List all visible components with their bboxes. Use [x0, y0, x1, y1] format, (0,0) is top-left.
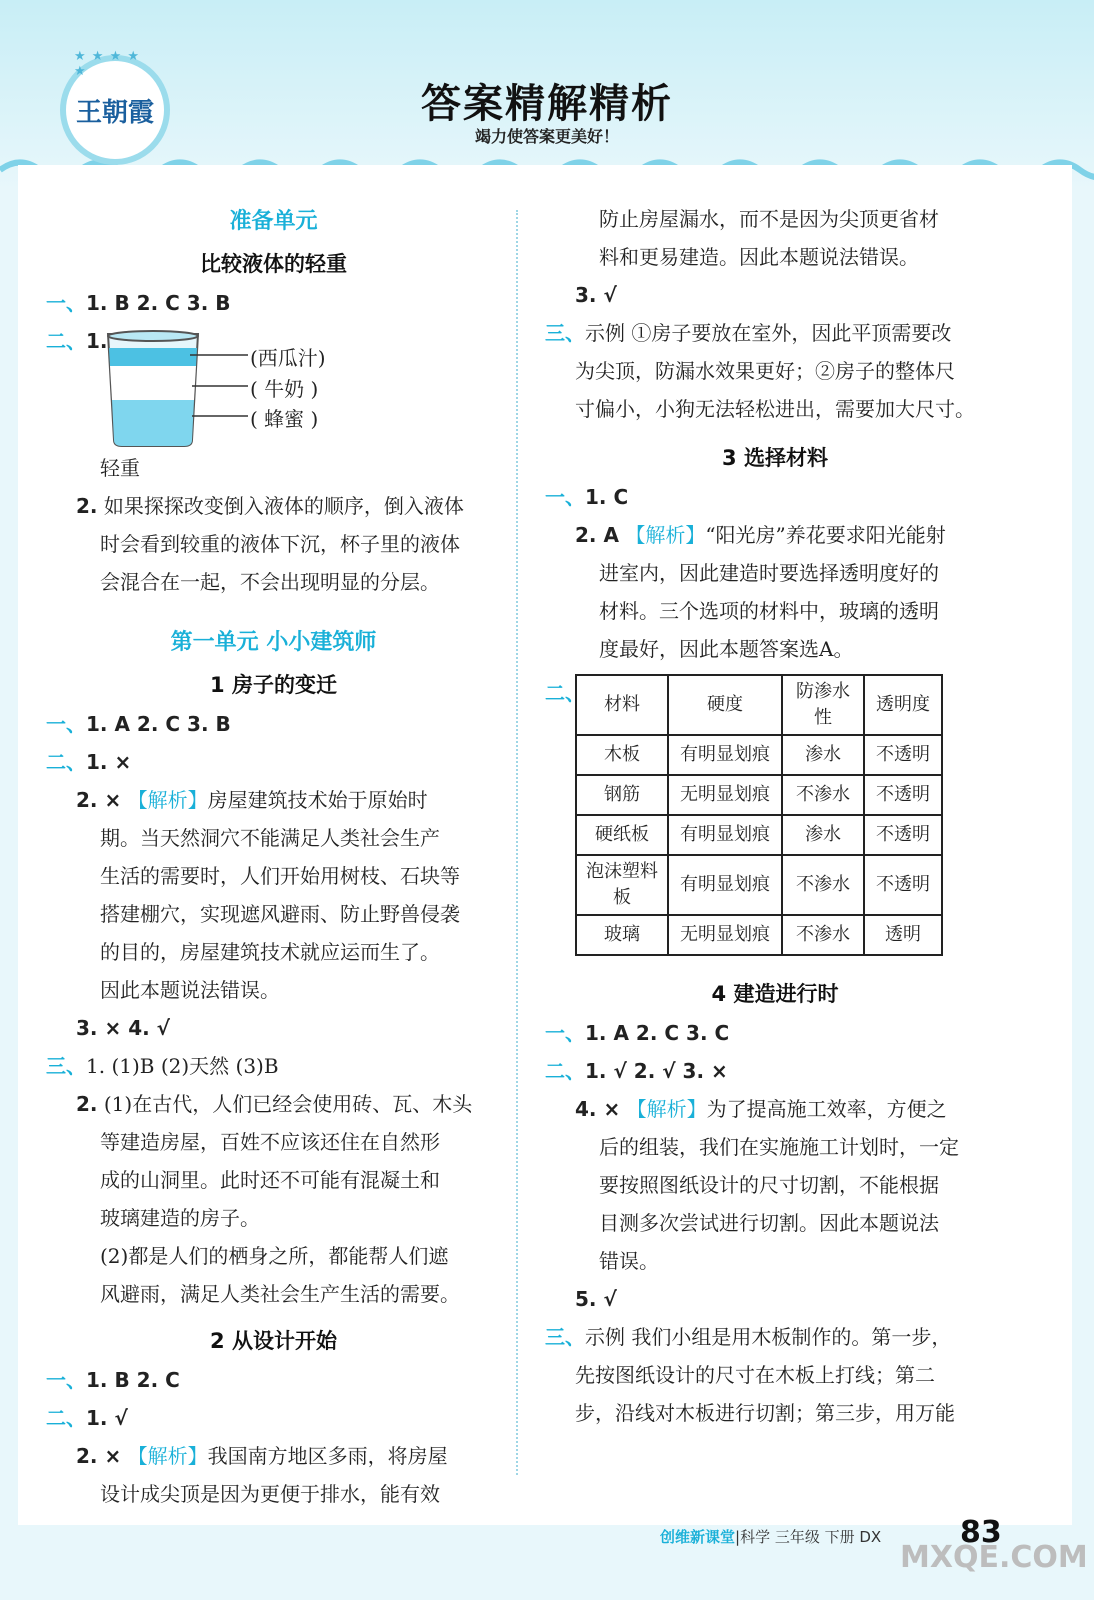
watermark: MXQE.COM — [900, 1540, 1088, 1575]
column-divider — [516, 210, 518, 1475]
answer-text: 寸偏小，小狗无法轻松进出，需要加大尺寸。 — [575, 397, 975, 421]
logo-text: 王朝霞 — [75, 97, 154, 128]
table-cell: 钢筋 — [576, 775, 668, 815]
answer-line — [46, 705, 501, 743]
analysis-tag: 【解析】 — [626, 1097, 707, 1121]
table-cell: 玻璃 — [576, 915, 668, 955]
section-number: 二、 — [46, 750, 86, 774]
answer-line — [545, 1090, 1005, 1128]
answer-line — [46, 284, 501, 322]
answer-text: 后的组装，我们在实施施工计划时，一定 — [599, 1135, 959, 1159]
answer-line — [46, 781, 501, 819]
table-cell: 渗水 — [782, 735, 864, 775]
answer-text: 搭建棚穴，实现遮风避雨、防止野兽侵袭 — [100, 902, 460, 926]
answer-text: 进室内，因此建造时要选择透明度好的 — [599, 561, 939, 585]
table-cell: 有明显划痕 — [668, 815, 782, 855]
table-cell: 不透明 — [864, 735, 942, 775]
table-cell: 不透明 — [864, 775, 942, 815]
answer-text: 要按照图纸设计的尺寸切割，不能根据 — [599, 1173, 939, 1197]
section-number: 二、 — [46, 1406, 86, 1430]
answer-text: 1. B 2. C 3. B — [86, 291, 231, 315]
answer-text: (2)都是人们的栖身之所，都能帮人们遮 — [100, 1244, 449, 1268]
example-tag: 示例 — [585, 321, 625, 345]
table-cell: 无明显划痕 — [668, 915, 782, 955]
answer-line — [46, 743, 501, 781]
section-number: 三、 — [545, 1325, 585, 1349]
answer-text: (1)在古代，人们已经会使用砖、瓦、木头 — [103, 1092, 473, 1116]
question-number: 2. × — [76, 788, 122, 812]
answer-text: 因此本题说法错误。 — [100, 978, 280, 1002]
section-number: 一、 — [46, 291, 86, 315]
answer-text: 1. √ — [86, 1406, 128, 1430]
answer-text: 会混合在一起，不会出现明显的分层。 — [100, 570, 440, 594]
answer-text: 目测多次尝试进行切割。因此本题说法 — [599, 1211, 939, 1235]
answer-line — [545, 516, 1005, 554]
section-number: 三、 — [46, 1054, 86, 1078]
answer-text: 如果探探改变倒入液体的顺序，倒入液体 — [103, 494, 464, 518]
section-number: 一、 — [46, 1368, 86, 1392]
answer-text: 防止房屋漏水，而不是因为尖顶更省材 — [599, 207, 939, 231]
answer-text: 3. √ — [575, 283, 617, 307]
answer-text: 风避雨，满足人类社会生产生活的需要。 — [100, 1282, 460, 1306]
table-cell: 有明显划痕 — [668, 735, 782, 775]
materials-table — [575, 674, 943, 956]
section-number: 二、 — [545, 681, 585, 705]
answer-line — [545, 1014, 1005, 1052]
analysis-tag: 【解析】 — [127, 1444, 208, 1468]
answer-text: 错误。 — [599, 1249, 659, 1273]
star-icon: ★ ★ ★ ★ ★ — [74, 49, 141, 79]
answer-line — [545, 478, 1005, 516]
answer-text: ①房子要放在室外，因此平顶需要改 — [631, 321, 952, 345]
table-header-cell: 防渗水性 — [782, 675, 864, 735]
answer-text: 为尖顶，防漏水效果更好；②房子的整体尺 — [575, 359, 955, 383]
answer-text: “阳光房”养花要求阳光能射 — [705, 523, 946, 547]
answer-text: 材料。三个选项的材料中，玻璃的透明 — [599, 599, 939, 623]
beaker-icon — [100, 328, 250, 453]
answer-text: 3. × 4. √ — [76, 1016, 171, 1040]
answer-text: 设计成尖顶是因为更便于排水，能有效 — [100, 1482, 440, 1506]
answer-text: 1. A 2. C 3. C — [585, 1021, 730, 1045]
footer-info — [660, 1526, 881, 1547]
answer-line — [545, 1052, 1005, 1090]
answer-text: 1. √ 2. √ 3. × — [585, 1059, 728, 1083]
answer-text: 1. B 2. C — [86, 1368, 180, 1392]
section-number: 二、 — [46, 329, 86, 353]
answer-text: 房屋建筑技术始于原始时 — [207, 788, 428, 812]
beaker-label: ( 蜂蜜 ) — [250, 407, 319, 431]
answer-text: 等建造房屋，百姓不应该还住在自然形 — [100, 1130, 440, 1154]
lesson-heading: 3 选择材料 — [722, 446, 828, 470]
page-title: 答案精解精析 — [421, 81, 673, 127]
answer-text: 1. C — [585, 485, 629, 509]
beaker-label: ( 牛奶 ) — [250, 377, 319, 401]
table-header-row — [576, 675, 942, 735]
section-number: 一、 — [545, 485, 585, 509]
answer-line — [46, 1085, 501, 1123]
left-column — [46, 200, 501, 1513]
answer-text: 步，沿线对木板进行切割；第三步，用万能 — [575, 1401, 955, 1425]
answer-text: 我们小组是用木板制作的。第一步， — [631, 1325, 952, 1349]
section-number: 一、 — [46, 712, 86, 736]
question-number: 2. — [76, 494, 98, 518]
lesson-heading: 比较液体的轻重 — [200, 252, 347, 276]
answer-line — [545, 1318, 1005, 1356]
page-number: 83 — [960, 1515, 1002, 1550]
question-number: 2. — [76, 1092, 98, 1116]
table-header-cell: 透明度 — [864, 675, 942, 735]
answer-line — [545, 314, 1005, 352]
table-row — [576, 775, 942, 815]
table-row — [576, 815, 942, 855]
lesson-heading: 4 建造进行时 — [711, 982, 839, 1006]
table-cell: 木板 — [576, 735, 668, 775]
table-cell: 不渗水 — [782, 775, 864, 815]
example-tag: 示例 — [585, 1325, 625, 1349]
table-cell: 不透明 — [864, 855, 942, 915]
answer-text: 度最好，因此本题答案选A。 — [599, 637, 854, 661]
analysis-tag: 【解析】 — [127, 788, 208, 812]
table-cell: 不渗水 — [782, 915, 864, 955]
answer-text: 为了提高施工效率，方便之 — [706, 1097, 947, 1121]
unit-heading: 准备单元 — [229, 209, 318, 234]
table-cell: 泡沫塑料板 — [576, 855, 668, 915]
answer-text: 1. (1)B (2)天然 (3)B — [86, 1054, 279, 1078]
section-number: 二、 — [545, 1059, 585, 1083]
answer-line — [46, 487, 501, 525]
table-row — [576, 735, 942, 775]
footer-brand: 创维新课堂 — [660, 1528, 736, 1546]
answer-text: 1. — [86, 329, 108, 353]
answer-text: 我国南方地区多雨，将房屋 — [207, 1444, 448, 1468]
section-number: 三、 — [545, 321, 585, 345]
analysis-tag: 【解析】 — [625, 523, 706, 547]
answer-text: 的目的，房屋建筑技术就应运而生了。 — [100, 940, 440, 964]
table-cell: 不渗水 — [782, 855, 864, 915]
table-row — [576, 855, 942, 915]
question-number: 2. × — [76, 1444, 122, 1468]
table-row — [576, 915, 942, 955]
answer-line — [46, 1047, 501, 1085]
answer-text: 1. A 2. C 3. B — [86, 712, 231, 736]
answer-line — [46, 1361, 501, 1399]
page-subtitle: 竭力使答案更美好！ — [474, 127, 619, 146]
beaker-label: (西瓜汁) — [250, 346, 326, 370]
table-header-cell: 硬度 — [668, 675, 782, 735]
beaker-diagram — [100, 328, 501, 453]
footer-subject: |科学 三年级 下册 DX — [735, 1528, 882, 1546]
answer-text: 先按图纸设计的尺寸在木板上打线；第二 — [575, 1363, 935, 1387]
right-column — [545, 200, 1005, 1432]
table-cell: 有明显划痕 — [668, 855, 782, 915]
table-cell: 渗水 — [782, 815, 864, 855]
question-number: 4. × — [575, 1097, 621, 1121]
materials-section — [545, 674, 1005, 956]
answer-text: 玻璃建造的房子。 — [100, 1206, 260, 1230]
answer-text: 生活的需要时，人们开始用树枝、石块等 — [100, 864, 460, 888]
answer-text: 料和更易建造。因此本题说法错误。 — [599, 245, 919, 269]
table-header-cell: 材料 — [576, 675, 668, 735]
section-number: 一、 — [545, 1021, 585, 1045]
answer-text: 1. × — [86, 750, 132, 774]
table-cell: 硬纸板 — [576, 815, 668, 855]
answer-line — [46, 1437, 501, 1475]
answer-line — [46, 1399, 501, 1437]
lesson-heading: 1 房子的变迁 — [210, 673, 337, 697]
answer-text: 5. √ — [575, 1287, 617, 1311]
answer-text: 轻重 — [100, 456, 140, 480]
question-number: 2. A — [575, 523, 619, 547]
answer-text: 成的山洞里。此时还不可能有混凝土和 — [100, 1168, 440, 1192]
table-cell: 无明显划痕 — [668, 775, 782, 815]
table-cell: 不透明 — [864, 815, 942, 855]
answer-text: 期。当天然洞穴不能满足人类社会生产 — [100, 826, 440, 850]
lesson-heading: 2 从设计开始 — [210, 1329, 337, 1353]
table-cell: 透明 — [864, 915, 942, 955]
answer-text: 时会看到较重的液体下沉，杯子里的液体 — [100, 532, 460, 556]
unit-heading: 第一单元 小小建筑师 — [170, 630, 377, 655]
